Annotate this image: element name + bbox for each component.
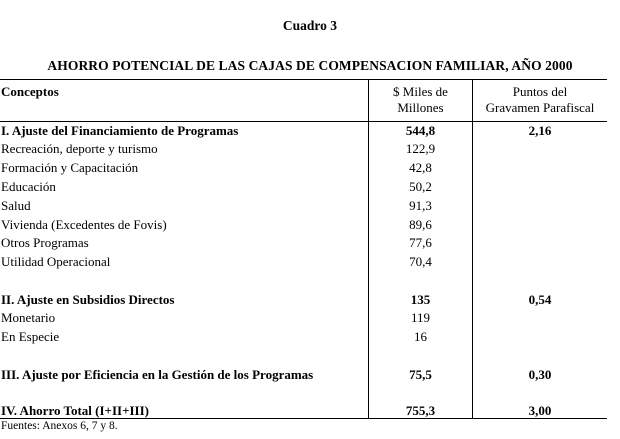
row-value: 42,8 [409,160,432,175]
row-points: 3,00 [528,403,552,418]
table-title: AHORRO POTENCIAL DE LAS CAJAS DE COMPENSACION FAMILIAR, AÑO 2000 [47,58,573,73]
row-value: 70,4 [409,254,432,269]
row-value: 77,6 [409,235,432,250]
data-table [0,79,607,419]
header-puntos [473,84,607,116]
header-miles-line2: Millones [397,100,444,115]
row-points: 2,16 [528,123,552,138]
row-concept: Vivienda (Excedentes de Fovis) [1,217,167,232]
table-row [0,309,607,327]
table-row [0,216,607,234]
row-value: 16 [414,329,427,344]
table-row [0,366,607,384]
row-concept: IV. Ahorro Total (I+II+III) [1,403,149,418]
row-concept: II. Ajuste en Subsidios Directos [1,292,175,307]
row-concept: Otros Programas [1,235,89,250]
table-row [0,178,607,196]
header-puntos-line1: Puntos del [512,84,568,99]
header-puntos-line2: Gravamen Parafiscal [485,100,595,115]
row-value: 75,5 [409,367,432,382]
source-footnote: Fuentes: Anexos 6, 7 y 8. [1,420,118,432]
row-concept: Recreación, deporte y turismo [1,141,158,156]
table-caption: Cuadro 3 [282,18,338,33]
row-points: 0,30 [528,367,552,382]
table-row [0,328,607,346]
row-concept: Educación [1,179,56,194]
table-row [0,122,607,140]
table-row [0,159,607,177]
row-concept: Monetario [1,310,56,325]
table-row [0,402,607,420]
header-concepts: Conceptos [1,84,59,99]
row-concept: Utilidad Operacional [1,254,111,269]
row-value: 135 [410,292,431,307]
table-row [0,197,607,215]
table-row [0,140,607,158]
row-value: 755,3 [405,403,436,418]
row-concept: Formación y Capacitación [1,160,139,175]
row-value: 544,8 [405,123,436,138]
header-miles-line1: $ Miles de [393,84,448,99]
table-row [0,253,607,271]
row-value: 89,6 [409,217,432,232]
table-row [0,291,607,309]
row-value: 119 [410,310,431,325]
row-concept: I. Ajuste del Financiamiento de Programas [1,123,239,138]
header-miles [369,84,472,116]
row-value: 91,3 [409,198,432,213]
row-value: 122,9 [405,141,436,156]
row-points: 0,54 [528,292,552,307]
row-value: 50,2 [409,179,432,194]
row-concept: III. Ajuste por Eficiencia en la Gestión de los Programas [1,367,314,382]
row-concept: Salud [1,198,31,213]
row-concept: En Especie [1,329,60,344]
table-row [0,234,607,252]
